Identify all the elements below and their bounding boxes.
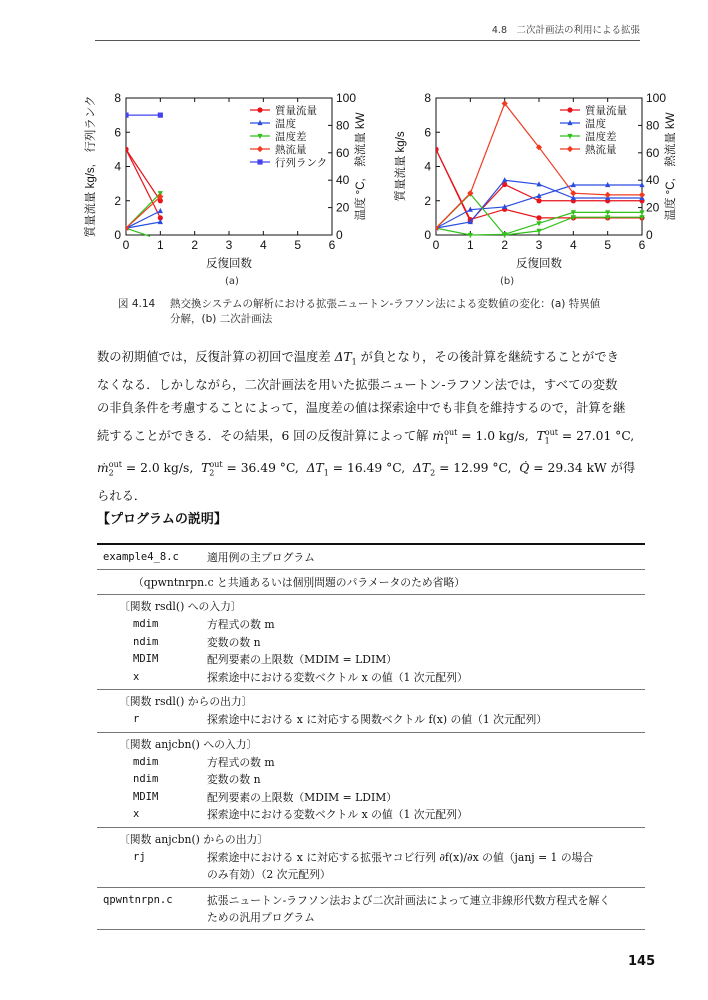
section-title: 【プログラムの説明】 (97, 512, 227, 527)
table-row-note (97, 569, 645, 594)
solution-t2: = 36.49 °C, (226, 461, 299, 476)
param-name: mdim (133, 618, 159, 630)
svg-text:3: 3 (225, 238, 233, 252)
svg-text:40: 40 (646, 173, 660, 188)
svg-text:2: 2 (501, 238, 509, 252)
svg-text:質量流量: 質量流量 (275, 105, 317, 117)
svg-text:温度 °C, 熱流量 kW: 温度 °C, 熱流量 kW (355, 112, 367, 221)
svg-text:6: 6 (424, 125, 431, 140)
svg-text:5: 5 (294, 238, 302, 252)
group-heading: 〔関数 anjcbn() からの出力〕 (119, 832, 269, 846)
math-dt2: $\Delta T_2$ (412, 461, 436, 478)
solution-m2: = 2.0 kg/s, (125, 461, 194, 476)
group-anjcbn-output (97, 827, 645, 887)
svg-text:熱流量: 熱流量 (275, 144, 307, 156)
group-rsdl-output (97, 689, 645, 732)
svg-text:0: 0 (122, 238, 130, 252)
param-desc: 探索途中における x に対応する関数ベクトル f(x) の値（1 次元配列） (207, 713, 548, 726)
math-m2-out: ṁ$_2^{out}$ (97, 460, 122, 478)
param-desc: 変数の数 n (207, 635, 261, 649)
svg-text:0: 0 (424, 228, 431, 242)
svg-text:1: 1 (156, 238, 164, 252)
math-delta-t1: ΔT (334, 350, 352, 364)
group-rsdl-input (97, 594, 645, 689)
svg-text:温度: 温度 (275, 118, 296, 130)
param-desc: 探索途中における変数ベクトル x の値（1 次元配列） (207, 670, 468, 684)
text-span: が負となり，その後計算を継続することができ (356, 350, 619, 364)
file-name: example4_8.c (103, 551, 179, 563)
text-span: が得 (606, 461, 636, 476)
group-heading: 〔関数 rsdl() からの出力〕 (119, 695, 253, 708)
svg-text:2: 2 (191, 238, 199, 252)
table-row-lib (97, 887, 645, 930)
svg-text:80: 80 (336, 118, 350, 133)
math-m1-out: ṁ$_1^{out}$ (432, 427, 458, 446)
math-t2-out: $T_2^{out}$ (201, 460, 223, 478)
math-dt1: $\Delta T_1$ (306, 461, 329, 478)
svg-text:2: 2 (424, 193, 431, 208)
omitted-note: （qpwntnrpn.c と共通あるいは個別問題のパラメータのため省略） (133, 576, 466, 589)
file-name: qpwntnrpn.c (103, 893, 173, 906)
svg-text:5: 5 (604, 238, 612, 252)
chart-b (370, 90, 680, 280)
caption-line-2: 分解，(b) 二次計画法 (170, 313, 273, 325)
svg-text:80: 80 (646, 118, 660, 133)
math-q-dot: Q̇ (519, 461, 530, 476)
svg-text:100: 100 (646, 91, 667, 105)
file-description (207, 892, 645, 926)
figure-4-14 (60, 90, 680, 280)
svg-text:60: 60 (646, 145, 660, 160)
file-desc-line: ための汎用プログラム (207, 910, 315, 924)
param-name: ndim (133, 635, 159, 648)
file-desc-line: 拡張ニュートン-ラフソン法および二次計画法によって連立非線形代数方程式を解く (207, 893, 611, 907)
param-name: MDIM (133, 790, 159, 803)
sub-label-a: (a) (225, 276, 239, 287)
param-name: x (133, 670, 140, 683)
svg-text:行列ランク: 行列ランク (275, 157, 328, 169)
text-span: 続することができる．その結果，6 回の反復計算によって解 (97, 429, 433, 444)
param-desc-cont: のみ有効）（2 次元配列） (207, 868, 331, 881)
svg-text:4: 4 (114, 159, 121, 174)
page-number: 145 (628, 954, 656, 969)
text-line: の非負条件を考慮することによって，温度差の値は探索途中でも非負を維持するので，計算を継 (97, 401, 626, 416)
running-header (95, 24, 640, 41)
svg-text:反復回数: 反復回数 (516, 258, 562, 270)
svg-text:0: 0 (336, 228, 343, 242)
sub-label-b: (b) (500, 276, 515, 287)
program-description-table (97, 543, 645, 930)
param-desc: 探索途中における x に対応する拡張ヤコビ行列 ∂f(x)/∂x の値（janj = 1 の場合 (207, 850, 594, 864)
solution-m1: = 1.0 kg/s, (461, 429, 529, 444)
math-t1-out: $T_1^{out}$ (536, 427, 558, 446)
svg-text:2: 2 (114, 193, 121, 208)
param-name: x (133, 808, 140, 820)
text-line: られる． (97, 489, 147, 504)
svg-text:6: 6 (114, 125, 121, 140)
solution-dt1: = 16.49 °C, (332, 461, 406, 476)
caption-number: 図 4.14 (118, 298, 156, 310)
math-subscript: 1 (351, 357, 357, 367)
figure-caption (118, 297, 648, 327)
solution-t1: = 27.01 °C, (561, 429, 635, 444)
param-name: rj (133, 850, 146, 863)
group-heading: 〔関数 anjcbn() への入力〕 (119, 737, 258, 751)
section-heading: 4.8 二次計画法の利用による拡張 (491, 25, 640, 36)
svg-text:1: 1 (466, 238, 474, 252)
svg-text:温度差: 温度差 (275, 131, 307, 143)
chart-a (60, 90, 370, 280)
param-desc: 変数の数 n (207, 773, 261, 786)
param-desc: 配列要素の上限数（MDIM = LDIM） (207, 653, 398, 666)
svg-text:温度 °C, 熱流量 kW: 温度 °C, 熱流量 kW (665, 112, 677, 221)
svg-text:4: 4 (569, 238, 577, 252)
svg-text:質量流量 kg/s: 質量流量 kg/s (395, 131, 407, 202)
param-name: ndim (133, 773, 159, 785)
svg-text:8: 8 (114, 91, 121, 105)
table-row-main (97, 545, 645, 569)
param-desc: 方程式の数 m (207, 618, 275, 631)
svg-text:質量流量 kg/s, 行列ランク: 質量流量 kg/s, 行列ランク (85, 95, 97, 238)
param-name: r (133, 713, 140, 725)
group-heading: 〔関数 rsdl() への入力〕 (119, 600, 242, 613)
text-line: なくなる．しかしながら，二次計画法を用いた拡張ニュートン-ラフソン法では，すべての変数 (97, 377, 618, 392)
group-anjcbn-input (97, 732, 645, 827)
svg-text:温度差: 温度差 (585, 131, 617, 143)
svg-text:60: 60 (336, 145, 350, 160)
svg-text:4: 4 (259, 238, 267, 252)
svg-text:質量流量: 質量流量 (585, 105, 627, 117)
param-name: mdim (133, 755, 159, 768)
solution-dt2: = 12.99 °C, (439, 461, 512, 476)
svg-text:20: 20 (646, 200, 660, 215)
svg-text:0: 0 (432, 238, 440, 252)
text-span: 数の初期値では，反復計算の初回で温度差 (97, 350, 335, 364)
svg-text:熱流量: 熱流量 (585, 144, 617, 156)
svg-text:100: 100 (336, 91, 357, 105)
svg-text:6: 6 (328, 238, 336, 252)
svg-text:40: 40 (336, 173, 350, 188)
svg-text:反復回数: 反復回数 (206, 258, 252, 270)
svg-text:温度: 温度 (585, 118, 606, 130)
svg-text:0: 0 (114, 228, 121, 242)
solution-q: = 29.34 kW (533, 461, 607, 476)
svg-text:4: 4 (424, 159, 431, 174)
param-desc: 方程式の数 m (207, 755, 275, 769)
svg-text:20: 20 (336, 200, 350, 215)
file-description: 適用例の主プログラム (207, 551, 315, 564)
caption-line-1: 熱交換システムの解析における拡張ニュートン-ラフソン法による変数値の変化：(a) 特異値 (170, 298, 601, 310)
svg-text:0: 0 (646, 228, 653, 242)
param-desc: 配列要素の上限数（MDIM = LDIM） (207, 790, 398, 804)
param-name: MDIM (133, 653, 159, 665)
body-paragraph (97, 346, 645, 509)
param-desc: 探索途中における変数ベクトル x の値（1 次元配列） (207, 808, 468, 821)
svg-text:3: 3 (535, 238, 543, 252)
svg-text:6: 6 (638, 238, 646, 252)
svg-text:8: 8 (424, 91, 431, 105)
